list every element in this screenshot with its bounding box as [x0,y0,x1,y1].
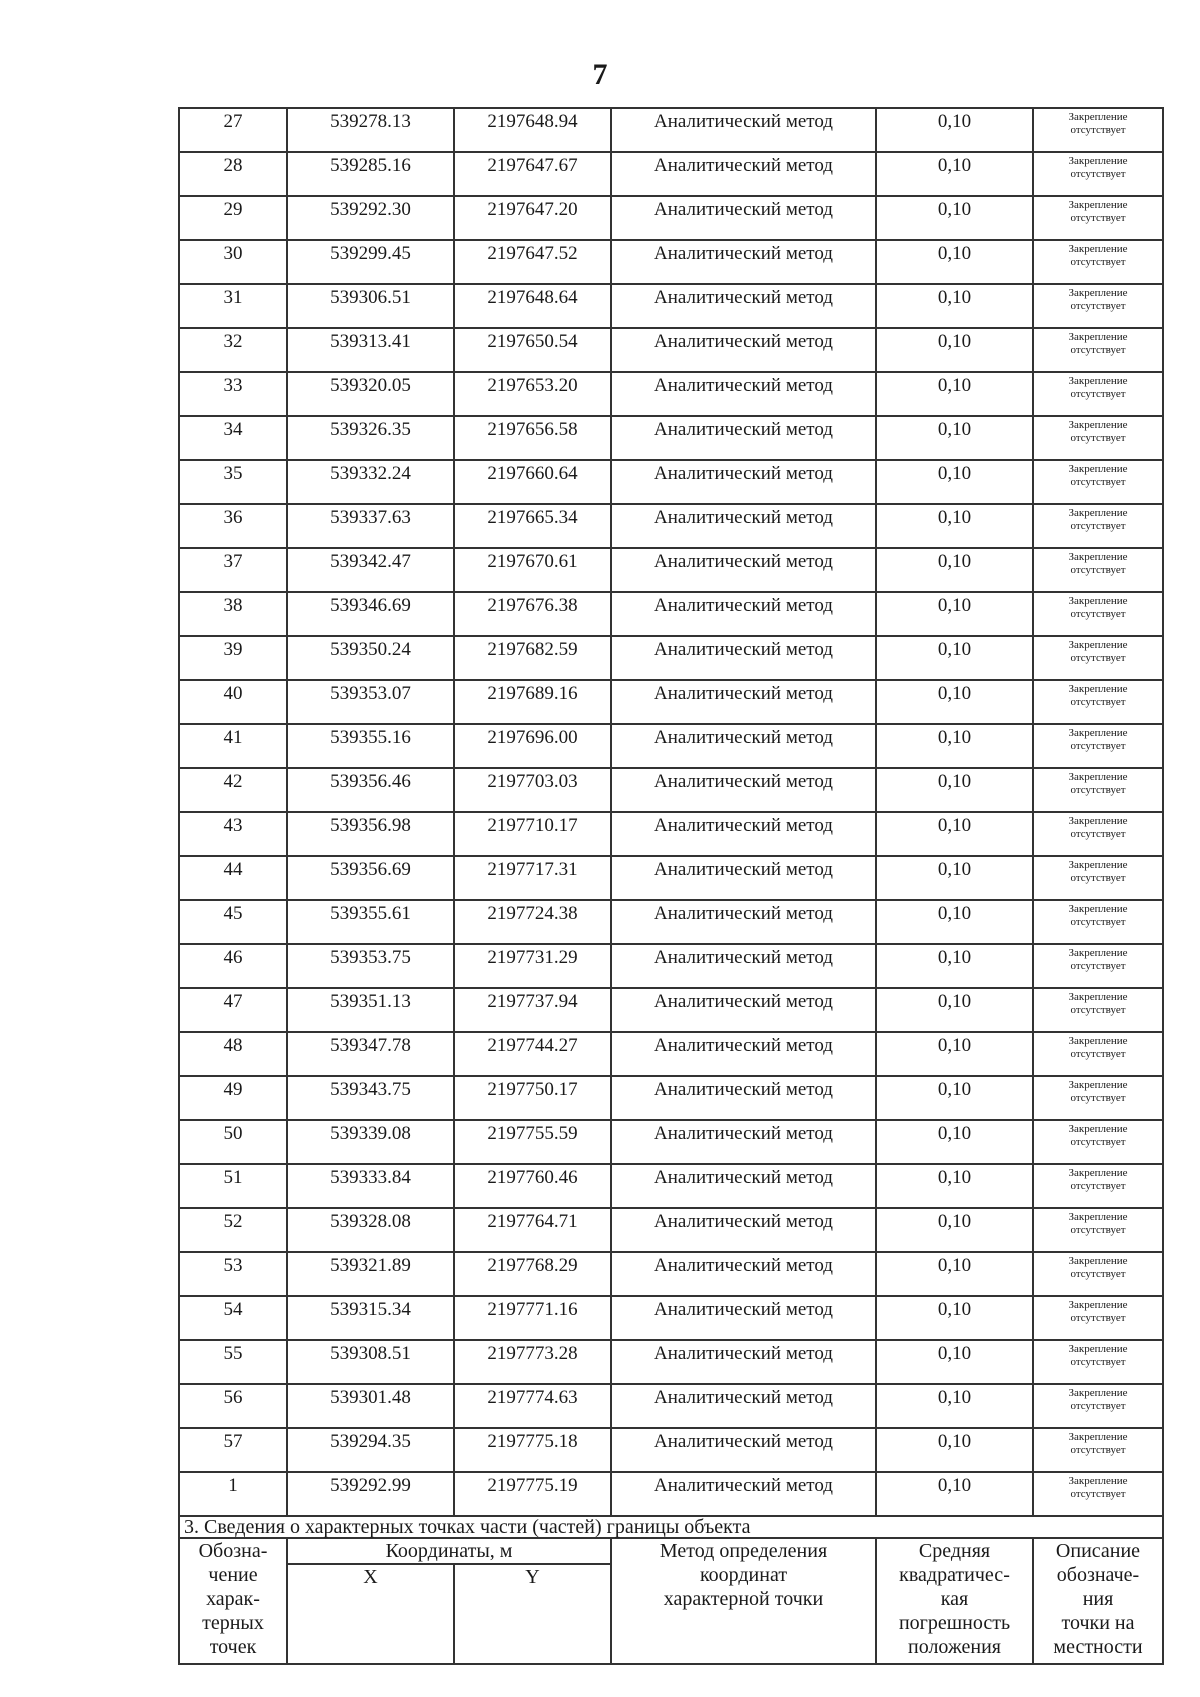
point-description: Закрепление отсутствует [1033,284,1163,328]
accuracy: 0,10 [876,1428,1033,1472]
coord-y: 2197750.17 [454,1076,611,1120]
accuracy: 0,10 [876,1296,1033,1340]
accuracy: 0,10 [876,636,1033,680]
point-description: Закрепление отсутствует [1033,504,1163,548]
coord-y: 2197648.94 [454,108,611,152]
point-number: 42 [179,768,287,812]
coord-x: 539355.16 [287,724,454,768]
coord-y: 2197744.27 [454,1032,611,1076]
table-row [179,108,1163,152]
header-description: Описание обозначе- ния точки на местности [1033,1538,1163,1664]
accuracy: 0,10 [876,988,1033,1032]
point-number: 49 [179,1076,287,1120]
coord-y: 2197764.71 [454,1208,611,1252]
point-description: Закрепление отсутствует [1033,1472,1163,1516]
point-description: Закрепление отсутствует [1033,460,1163,504]
coord-x: 539308.51 [287,1340,454,1384]
point-description: Закрепление отсутствует [1033,944,1163,988]
point-number: 29 [179,196,287,240]
table-row [179,152,1163,196]
method: Аналитический метод [611,636,876,680]
coord-y: 2197660.64 [454,460,611,504]
method: Аналитический метод [611,152,876,196]
point-description: Закрепление отсутствует [1033,416,1163,460]
table-row [179,1296,1163,1340]
point-number: 53 [179,1252,287,1296]
point-number: 32 [179,328,287,372]
method: Аналитический метод [611,1164,876,1208]
coord-x: 539351.13 [287,988,454,1032]
table-row [179,372,1163,416]
method: Аналитический метод [611,416,876,460]
coord-y: 2197774.63 [454,1384,611,1428]
table-row [179,460,1163,504]
accuracy: 0,10 [876,416,1033,460]
point-number: 34 [179,416,287,460]
coord-x: 539292.30 [287,196,454,240]
method: Аналитический метод [611,680,876,724]
point-description: Закрепление отсутствует [1033,856,1163,900]
coord-x: 539346.69 [287,592,454,636]
coord-x: 539320.05 [287,372,454,416]
coord-y: 2197653.20 [454,372,611,416]
point-number: 36 [179,504,287,548]
table-row [179,1340,1163,1384]
point-description: Закрепление отсутствует [1033,1208,1163,1252]
method: Аналитический метод [611,460,876,504]
coord-x: 539356.46 [287,768,454,812]
coord-y: 2197648.64 [454,284,611,328]
point-number: 47 [179,988,287,1032]
table-row [179,284,1163,328]
coord-x: 539350.24 [287,636,454,680]
header-method: Метод определения координат характерной точки [611,1538,876,1664]
accuracy: 0,10 [876,680,1033,724]
coord-x: 539339.08 [287,1120,454,1164]
coord-y: 2197647.67 [454,152,611,196]
accuracy: 0,10 [876,1472,1033,1516]
point-description: Закрепление отсутствует [1033,372,1163,416]
point-number: 52 [179,1208,287,1252]
point-number: 1 [179,1472,287,1516]
accuracy: 0,10 [876,1032,1033,1076]
coord-x: 539333.84 [287,1164,454,1208]
section-3-title: 3. Сведения о характерных точках части (частей) границы объекта [179,1516,1163,1538]
method: Аналитический метод [611,856,876,900]
coord-y: 2197768.29 [454,1252,611,1296]
table-row [179,416,1163,460]
accuracy: 0,10 [876,856,1033,900]
table-row [179,988,1163,1032]
point-number: 48 [179,1032,287,1076]
coord-x: 539285.16 [287,152,454,196]
point-description: Закрепление отсутствует [1033,1252,1163,1296]
point-description: Закрепление отсутствует [1033,768,1163,812]
accuracy: 0,10 [876,1384,1033,1428]
point-number: 37 [179,548,287,592]
coord-x: 539299.45 [287,240,454,284]
table-row [179,1252,1163,1296]
point-number: 31 [179,284,287,328]
table-row [179,724,1163,768]
table-row [179,1208,1163,1252]
point-number: 57 [179,1428,287,1472]
point-description: Закрепление отсутствует [1033,1384,1163,1428]
point-number: 46 [179,944,287,988]
table-row [179,900,1163,944]
method: Аналитический метод [611,548,876,592]
coord-y: 2197676.38 [454,592,611,636]
table-row [179,1032,1163,1076]
point-number: 54 [179,1296,287,1340]
coord-x: 539278.13 [287,108,454,152]
point-number: 45 [179,900,287,944]
accuracy: 0,10 [876,152,1033,196]
accuracy: 0,10 [876,1164,1033,1208]
table-row [179,548,1163,592]
coord-x: 539342.47 [287,548,454,592]
point-number: 33 [179,372,287,416]
point-number: 44 [179,856,287,900]
accuracy: 0,10 [876,196,1033,240]
method: Аналитический метод [611,504,876,548]
table-row [179,680,1163,724]
point-description: Закрепление отсутствует [1033,108,1163,152]
table-row [179,1120,1163,1164]
coord-y: 2197717.31 [454,856,611,900]
coord-x: 539315.34 [287,1296,454,1340]
method: Аналитический метод [611,944,876,988]
coord-y: 2197703.03 [454,768,611,812]
coord-x: 539356.69 [287,856,454,900]
method: Аналитический метод [611,372,876,416]
point-description: Закрепление отсутствует [1033,1340,1163,1384]
point-description: Закрепление отсутствует [1033,680,1163,724]
coord-y: 2197670.61 [454,548,611,592]
table-row [179,1076,1163,1120]
method: Аналитический метод [611,1340,876,1384]
method: Аналитический метод [611,724,876,768]
method: Аналитический метод [611,1296,876,1340]
table-row [179,196,1163,240]
coordinates-table [178,107,1164,1665]
point-description: Закрепление отсутствует [1033,1428,1163,1472]
method: Аналитический метод [611,592,876,636]
point-number: 30 [179,240,287,284]
page-number: 7 [592,58,608,91]
accuracy: 0,10 [876,1252,1033,1296]
coord-x: 539313.41 [287,328,454,372]
accuracy: 0,10 [876,548,1033,592]
table-row [179,812,1163,856]
table-row [179,1384,1163,1428]
coord-y: 2197665.34 [454,504,611,548]
method: Аналитический метод [611,1120,876,1164]
coord-x: 539294.35 [287,1428,454,1472]
method: Аналитический метод [611,900,876,944]
method: Аналитический метод [611,1032,876,1076]
point-number: 39 [179,636,287,680]
coord-y: 2197710.17 [454,812,611,856]
coord-x: 539321.89 [287,1252,454,1296]
method: Аналитический метод [611,1428,876,1472]
accuracy: 0,10 [876,768,1033,812]
coord-y: 2197647.20 [454,196,611,240]
coord-y: 2197682.59 [454,636,611,680]
method: Аналитический метод [611,1472,876,1516]
coord-x: 539343.75 [287,1076,454,1120]
point-number: 40 [179,680,287,724]
point-number: 41 [179,724,287,768]
coord-y: 2197656.58 [454,416,611,460]
method: Аналитический метод [611,768,876,812]
point-description: Закрепление отсутствует [1033,812,1163,856]
table-row [179,1428,1163,1472]
point-number: 28 [179,152,287,196]
method: Аналитический метод [611,1076,876,1120]
accuracy: 0,10 [876,372,1033,416]
accuracy: 0,10 [876,812,1033,856]
table-row [179,1164,1163,1208]
coord-y: 2197760.46 [454,1164,611,1208]
coord-y: 2197771.16 [454,1296,611,1340]
coord-x: 539356.98 [287,812,454,856]
point-number: 35 [179,460,287,504]
point-description: Закрепление отсутствует [1033,196,1163,240]
coord-y: 2197731.29 [454,944,611,988]
coord-y: 2197737.94 [454,988,611,1032]
header-y: Y [454,1564,611,1664]
header-x: X [287,1564,454,1664]
coord-y: 2197696.00 [454,724,611,768]
coord-y: 2197773.28 [454,1340,611,1384]
point-description: Закрепление отсутствует [1033,240,1163,284]
coord-y: 2197775.18 [454,1428,611,1472]
coord-y: 2197650.54 [454,328,611,372]
accuracy: 0,10 [876,328,1033,372]
method: Аналитический метод [611,240,876,284]
method: Аналитический метод [611,812,876,856]
coord-x: 539353.07 [287,680,454,724]
point-description: Закрепление отсутствует [1033,1296,1163,1340]
point-description: Закрепление отсутствует [1033,1076,1163,1120]
accuracy: 0,10 [876,1120,1033,1164]
accuracy: 0,10 [876,592,1033,636]
table-row [179,328,1163,372]
point-description: Закрепление отсутствует [1033,592,1163,636]
coord-x: 539355.61 [287,900,454,944]
accuracy: 0,10 [876,504,1033,548]
table-row [179,768,1163,812]
coord-y: 2197689.16 [454,680,611,724]
coord-x: 539306.51 [287,284,454,328]
point-number: 55 [179,1340,287,1384]
method: Аналитический метод [611,328,876,372]
accuracy: 0,10 [876,240,1033,284]
accuracy: 0,10 [876,944,1033,988]
table-row [179,636,1163,680]
header-designation: Обозна- чение харак- терных точек [179,1538,287,1664]
header-accuracy: Средняя квадратичес- кая погрешность положения [876,1538,1033,1664]
method: Аналитический метод [611,196,876,240]
coord-y: 2197724.38 [454,900,611,944]
point-number: 51 [179,1164,287,1208]
accuracy: 0,10 [876,108,1033,152]
coord-x: 539347.78 [287,1032,454,1076]
point-description: Закрепление отсутствует [1033,1164,1163,1208]
table-row [179,504,1163,548]
coord-y: 2197755.59 [454,1120,611,1164]
table-row [179,1472,1163,1516]
point-description: Закрепление отсутствует [1033,1120,1163,1164]
table-row [179,240,1163,284]
method: Аналитический метод [611,988,876,1032]
point-description: Закрепление отсутствует [1033,152,1163,196]
coord-x: 539292.99 [287,1472,454,1516]
table-row [179,592,1163,636]
accuracy: 0,10 [876,1340,1033,1384]
accuracy: 0,10 [876,724,1033,768]
table-row [179,856,1163,900]
coord-x: 539328.08 [287,1208,454,1252]
coord-x: 539301.48 [287,1384,454,1428]
point-description: Закрепление отсутствует [1033,548,1163,592]
accuracy: 0,10 [876,900,1033,944]
coord-x: 539353.75 [287,944,454,988]
point-description: Закрепление отсутствует [1033,988,1163,1032]
coord-x: 539337.63 [287,504,454,548]
coord-y: 2197775.19 [454,1472,611,1516]
point-description: Закрепление отсутствует [1033,900,1163,944]
accuracy: 0,10 [876,1208,1033,1252]
point-number: 38 [179,592,287,636]
point-number: 27 [179,108,287,152]
point-description: Закрепление отсутствует [1033,328,1163,372]
point-number: 56 [179,1384,287,1428]
table-row [179,944,1163,988]
method: Аналитический метод [611,1252,876,1296]
method: Аналитический метод [611,284,876,328]
accuracy: 0,10 [876,460,1033,504]
point-description: Закрепление отсутствует [1033,724,1163,768]
coord-x: 539332.24 [287,460,454,504]
accuracy: 0,10 [876,1076,1033,1120]
coord-y: 2197647.52 [454,240,611,284]
point-description: Закрепление отсутствует [1033,1032,1163,1076]
method: Аналитический метод [611,1208,876,1252]
method: Аналитический метод [611,108,876,152]
point-number: 50 [179,1120,287,1164]
point-description: Закрепление отсутствует [1033,636,1163,680]
method: Аналитический метод [611,1384,876,1428]
header-coordinates: Координаты, м [287,1538,611,1564]
point-number: 43 [179,812,287,856]
coord-x: 539326.35 [287,416,454,460]
accuracy: 0,10 [876,284,1033,328]
